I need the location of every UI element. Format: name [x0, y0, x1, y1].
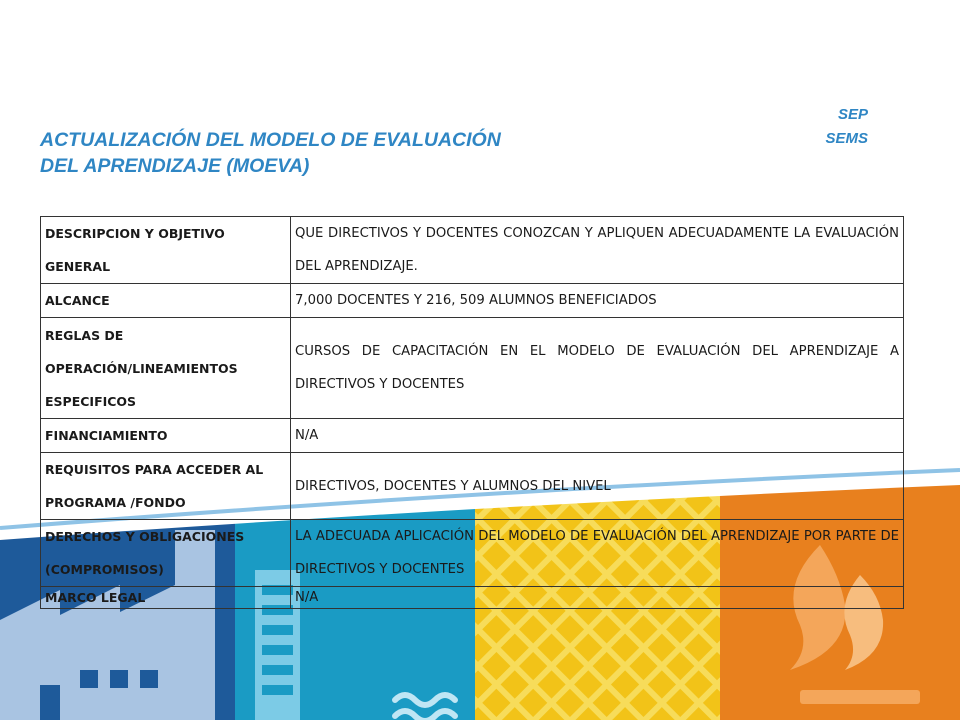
row-value: CURSOS DE CAPACITACIÓN EN EL MODELO DE EVALUACIÓN DEL APRENDIZAJE A DIRECTIVOS Y DOCENTES — [291, 318, 904, 419]
table-row — [41, 419, 904, 453]
row-value: DIRECTIVOS, DOCENTES Y ALUMNOS DEL NIVEL — [291, 453, 904, 520]
table-row — [41, 587, 904, 609]
row-label: ALCANCE — [41, 284, 291, 318]
row-label: MARCO LEGAL — [41, 587, 291, 609]
row-label: DERECHOS Y OBLIGACIONES (COMPROMISOS) — [41, 520, 291, 587]
page-title-line1: ACTUALIZACIÓN DEL MODELO DE EVALUACIÓN — [40, 129, 501, 151]
brand-block — [825, 103, 868, 151]
row-value: N/A — [291, 419, 904, 453]
table-row — [41, 217, 904, 284]
brand-sems: SEMS — [825, 130, 868, 147]
page-title-line2: DEL APRENDIZAJE (MOEVA) — [40, 155, 310, 177]
row-value: QUE DIRECTIVOS Y DOCENTES CONOZCAN Y APLIQUEN ADECUADAMENTE LA EVALUACIÓN DEL APRENDIZAJE. — [291, 217, 904, 284]
row-value: LA ADECUADA APLICACIÓN DEL MODELO DE EVALUACIÓN DEL APRENDIZAJE POR PARTE DE DIRECTIVOS Y DOCENTES — [291, 520, 904, 587]
row-label: REGLAS DE OPERACIÓN/LINEAMIENTOS ESPECIFICOS — [41, 318, 291, 419]
brand-sep: SEP — [837, 106, 868, 123]
table-row — [41, 520, 904, 587]
page-title — [40, 127, 501, 179]
table-row — [41, 453, 904, 520]
table-row — [41, 318, 904, 419]
row-value: N/A — [291, 587, 904, 609]
row-label: FINANCIAMIENTO — [41, 419, 291, 453]
row-label: REQUISITOS PARA ACCEDER AL PROGRAMA /FONDO — [41, 453, 291, 520]
row-label: DESCRIPCION Y OBJETIVO GENERAL — [41, 217, 291, 284]
table-row — [41, 284, 904, 318]
row-value: 7,000 DOCENTES Y 216, 509 ALUMNOS BENEFICIADOS — [291, 284, 904, 318]
program-info-table — [40, 216, 904, 609]
